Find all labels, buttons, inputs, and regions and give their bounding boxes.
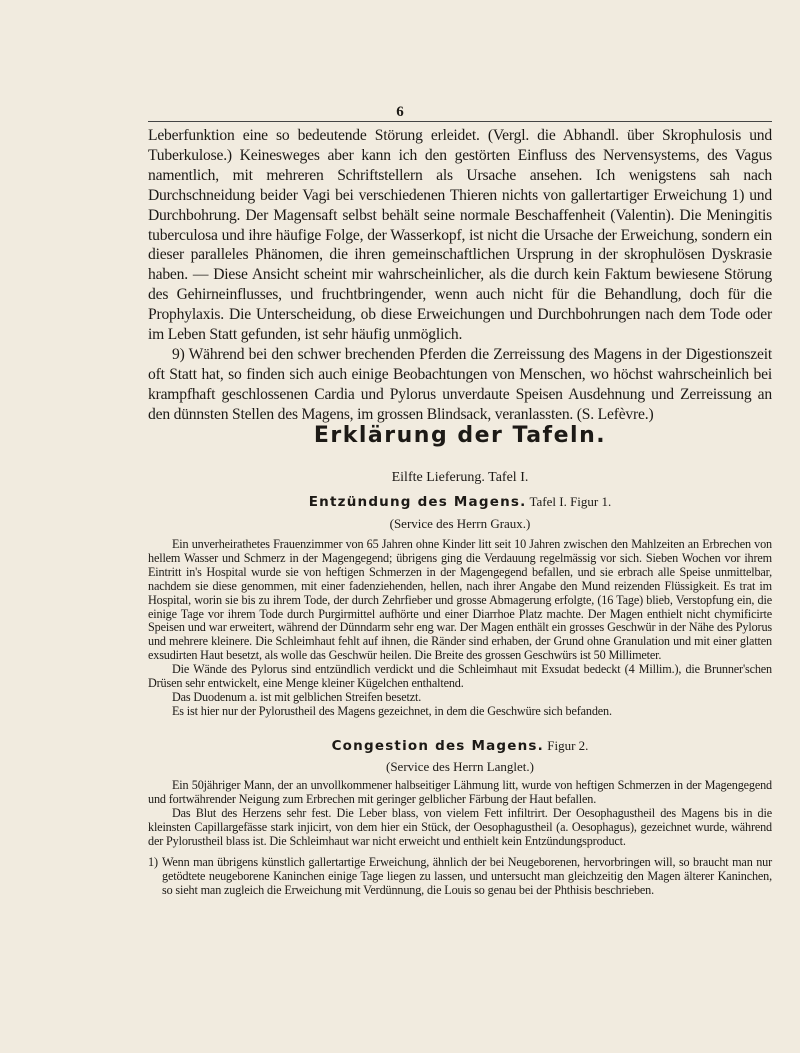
footnote-mark: 1) bbox=[148, 855, 158, 869]
figure1-ref: Tafel I. Figur 1. bbox=[529, 494, 612, 509]
figure2-ref: Figur 2. bbox=[547, 738, 589, 753]
figure2-text bbox=[148, 779, 772, 849]
footnote bbox=[148, 855, 772, 897]
page-number: 6 bbox=[396, 104, 404, 120]
figure2-service: (Service des Herrn Langlet.) bbox=[386, 759, 534, 774]
body-paragraph-2: 9) Während bei den schwer brechenden Pferden die Zerreissung des Magens in der Digestionszeit oft Statt hat, so finden sich auch einige Beobachtungen von Menschen, wo höchst wahrscheinlich bei krampfhaft geschlossenen Cardia und Pylorus unverdaute Speisen Ausdehnung und Zerreissung an den dünnsten Stellen des Magens, im grossen Blindsack, veranlassten. (S. Lefèvre.) bbox=[148, 345, 772, 423]
figure1-paragraph-3: Das Duodenum a. ist mit gelblichen Streifen besetzt. bbox=[172, 689, 422, 704]
main-text bbox=[148, 126, 772, 425]
section-title: Erklärung der Tafeln. bbox=[313, 423, 607, 448]
figure2-paragraph-1: Ein 50jähriger Mann, der an unvollkommener halbseitiger Lähmung litt, wurde von heftigen Schmerzen in der Magengegend und fortwährender Neigung zum Erbrechen mit geringer gelblicher Färbung der Haut befallen. bbox=[148, 778, 772, 806]
figure1-paragraph-4: Es ist hier nur der Pylorustheil des Magens gezeichnet, in dem die Geschwüre sich befanden. bbox=[172, 703, 612, 718]
figure2-paragraph-2: Das Blut des Herzens sehr fest. Die Leber blass, von vielem Fett infiltrirt. Der Oesophagustheil des Magens bis in die kleinsten Capillargefässe stark injicirt, von dem hier ein Stück, der Oesophagustheil (a. Oesophagus), gezeichnet wurde, während der Pylorustheil blass ist. Die Schleimhaut war nicht erweicht und enthielt kein Entzündungsproduct. bbox=[148, 805, 772, 848]
figure2-heading: Congestion des Magens. bbox=[331, 738, 544, 754]
header-rule bbox=[148, 121, 772, 122]
body-paragraph-1: Leberfunktion eine so bedeutende Störung erleidet. (Vergl. die Abhandl. über Skrophulosis und Tuberkulose.) Keinesweges aber kann ich den gestörten Einfluss des Nervensystems, des Vagus namentlich, mit mehreren Schriftstellern als Ursache ansehen. Ich wenigstens sah nach Durchschneidung beider Vagi bei verschiedenen Thieren nichts von gallertartiger Erweichung 1) und Durchbohrung. Der Magensaft selbst behält seine normale Beschaffenheit (Valentin). Die Meningitis tuberculosa und ihre häufige Folge, der Wasserkopf, ist nicht die Ursache der Erweichung, sondern ein dieser paralleles Phänomen, die ihren gemeinschaftlichen Ursprung in der skrophulösen Dyskrasie haben. — Diese Ansicht scheint mir wahrscheinlicher, als die durch kein Faktum bewiesene Störung des Gehirneinflusses, und fruchtbringender, wenn auch nicht für die Behandlung, doch für die Prophylaxis. Die Unterscheidung, ob diese Erweichungen und Durchbohrungen nach dem Tode oder im Leben Statt gefunden, ist sehr häufig unmöglich. bbox=[148, 127, 772, 344]
figure1-paragraph-2: Die Wände des Pylorus sind entzündlich verdickt und die Schleimhaut mit Exsudat bedeckt (4 Millim.), die Brunner'schen Drüsen sehr entwickelt, eine Menge kleiner Kügelchen enthaltend. bbox=[148, 662, 772, 691]
figure1-paragraph-1: Ein unverheirathetes Frauenzimmer von 65 Jahren ohne Kinder litt seit 10 Jahren zwischen den Mahlzeiten an Erbrechen von hellem Wasser und Schmerz in der Magengegend; übrigens ging die Verdauung regelmässig vor sich. Sieben Wochen vor ihrem Eintritt in's Hospital wurde sie von heftigen Schmerzen in der Magengegend befallen, und sie erbrach alle Speise unmittelbar, nachdem sie diese genommen, mit einer fadenziehenden, hellen, nach ihrer Angabe den Mund reizenden Flüssigkeit. Es trat im Hospital, worin sie bis zu ihrem Tode, der durch Zehrfieber und grosse Abmagerung erfolgte, (16 Tage) blieb, Verstopfung ein, die einige Tage vor ihrem Tode durch Purgirmittel aufhörte und einer Diarrhoe Platz machte. Der Magen enthielt nicht chymificirte Speisen und war erweitert, während der Dünndarm sehr eng war. Der Magen enthält ein grosses Geschwür in der Nähe des Pylorus und mehrere kleinere. Die Schleimhaut fehlt auf ihnen, die Ränder sind erhaben, der Grund ohne Granulation und mit einer glatten exsudirten Haut besetzt, als wolle das Geschwür heilen. Die Breite des grossen Geschwürs ist 50 Millimeter. bbox=[148, 537, 772, 663]
figure1-heading: Entzündung des Magens. bbox=[308, 494, 527, 510]
figure1-headline bbox=[148, 494, 772, 510]
figure1-service: (Service des Herrn Graux.) bbox=[389, 516, 531, 531]
figure1-text bbox=[148, 538, 772, 719]
lieferung-line: Eilfte Lieferung. Tafel I. bbox=[391, 470, 529, 485]
footnote-text: Wenn man übrigens künstlich gallertartige Erweichung, ähnlich der bei Neugeborenen, hervorbringen will, so braucht man nur getödtete neugeborene Kaninchen einige Tage liegen zu lassen, und untersucht man gleichzeitig den Magen älterer Kaninchen, so sieht man zugleich die Erweichung mit Verdünnung, die Louis so genau bei der Phthisis beschrieben. bbox=[162, 855, 772, 897]
figure2-headline bbox=[148, 738, 772, 754]
